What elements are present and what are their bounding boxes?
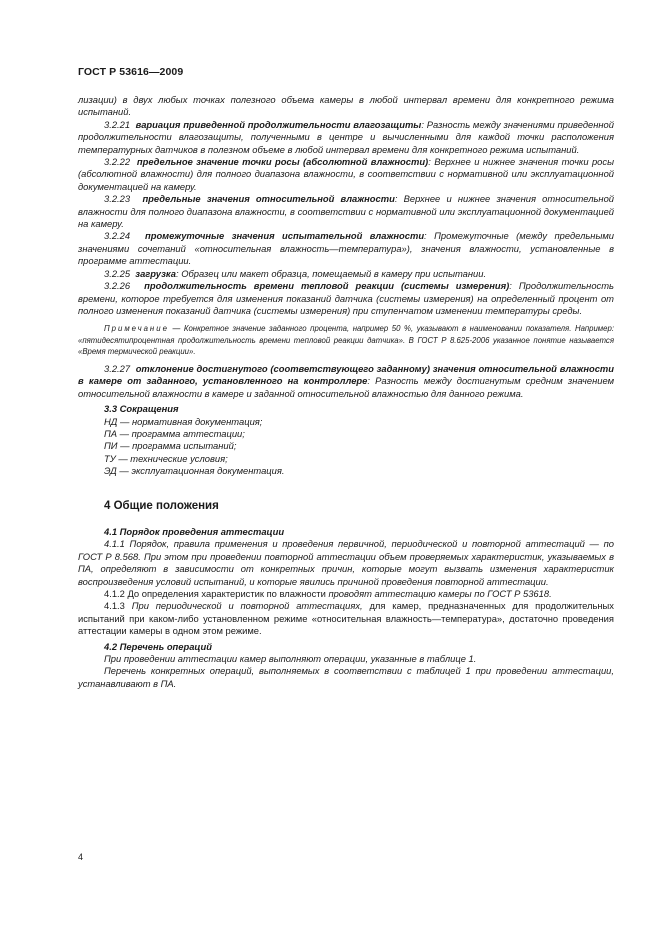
paragraph-4-2-a: При проведении аттестации камер выполняют операции, указанные в таблице 1. — [104, 653, 477, 665]
definition-3-2-21: 3.2.21 вариация приведенной продолжительности влагозащиты: Разность между значениями приведенной продолжительности влагозащиты, полученными в центре и вычисленными для каждой точки расположения температурных датчиков в полезном объеме в любой интервал времени для конкретного режима испытаний. — [78, 118, 614, 155]
document-body — [78, 94, 614, 690]
term: продолжительность времени тепловой реакции (системы измерения) — [144, 280, 510, 292]
abbreviation-item: НД — нормативная документация; — [104, 415, 263, 427]
term: вариация приведенной продолжительности влагозащиты — [135, 118, 422, 130]
document-header: ГОСТ Р 53616—2009 — [78, 66, 184, 78]
subsection-4-2-heading: 4.2 Перечень операций — [104, 640, 212, 652]
abbreviation-item: ЭД — эксплуатационная документация. — [104, 465, 285, 477]
continued-paragraph: лизации) в двух любых точках полезного объема камеры в любой интервал времени для конкретного режима испытаний. — [78, 94, 614, 118]
section-4-title: 4 Общие положения — [104, 499, 219, 512]
abbreviations-heading: 3.3 Сокращения — [104, 403, 179, 415]
term: промежуточные значения испытательной влажности — [144, 230, 425, 242]
term: отклонение достигнутого (соответствующего заданному) значения относительной влажности в камере от заданного, установленного на контроллере — [78, 362, 614, 387]
definition-3-2-22: 3.2.22 предельное значение точки росы (абсолютной влажности): Верхнее и нижнее значения точки росы (абсолютной влажности) для полного диапазона влажности, в соответствии с нормативной или эксплуатационной документацией на камеру. — [78, 156, 614, 192]
paragraph-4-1-3: 4.1.3 При периодической и повторной аттестациях, для камер, предназначенных для продолжительных испытаний при каком-либо установленном режиме «относительная влажность—температура», достаточно проведения аттестации камеры в одном этом режиме. — [78, 600, 614, 637]
subsection-4-1-heading: 4.1 Порядок проведения аттестации — [104, 525, 285, 537]
term: предельные значения относительной влажности — [142, 193, 395, 205]
term: предельное значение точки росы (абсолютной влажности) — [136, 156, 429, 168]
abbreviation-item: ПА — программа аттестации; — [104, 427, 245, 439]
abbreviation-item: ТУ — технические условия; — [104, 452, 228, 464]
paragraph-4-1-2: 4.1.2 До определения характеристик по влажности проводят аттестацию камеры по ГОСТ Р 53618. — [104, 588, 552, 600]
note: Примечание — Конкретное значение заданного процента, например 50 %, указывают в наименовании показателя. Например: «пятидесятипроцентная продолжительность времени тепловой реакции датчика». В ГОСТ Р 8.625-2006 указанное понятие называется «Время термической реакции». — [78, 324, 614, 356]
paragraph-4-2-b: Перечень конкретных операций, выполняемых в соответствии с таблицей 1 при проведении аттестации, устанавливают в ПА. — [78, 665, 614, 689]
abbreviation-item: ПИ — программа испытаний; — [104, 440, 237, 452]
definition-3-2-26: 3.2.26 продолжительность времени тепловой реакции (системы измерения): Продолжительность времени, которое требуется для изменения показаний датчика (системы измерения) на определенный процент от полного изменения показаний датчика (системы измерения) при ступенчатом изменении температуры среды. — [78, 280, 614, 316]
page-number: 4 — [78, 852, 84, 862]
definition-3-2-23: 3.2.23 предельные значения относительной влажности: Верхнее и нижнее значения относительной влажности для полного диапазона влажности, в соответствии с нормативной или эксплуатационной документацией на камеру. — [78, 193, 614, 230]
definition-3-2-25: 3.2.25 загрузка: Образец или макет образца, помещаемый в камеру при испытании. — [104, 267, 487, 279]
definition-3-2-27: 3.2.27 отклонение достигнутого (соответствующего заданному) значения относительной влажности в камере от заданного, установленного на контроллере: Разность между достигнутым средним значением относительной влажности в камере и заданной относительной влажностью для данного режима. — [78, 362, 614, 399]
term: загрузка — [135, 267, 176, 279]
paragraph-4-1-1: 4.1.1 Порядок, правила применения и проведения первичной, периодической и повторной аттестаций — по ГОСТ Р 8.568. При этом при проведении повторной аттестации объем проверяемых характеристик, указываемых в ПА, определяют в зависимости от конкретных причин, которые могут вызвать изменения характеристик воспроизведения условий испытаний, и которые явились причиной проведения повторной аттестации. — [78, 538, 614, 587]
definition-3-2-24: 3.2.24 промежуточные значения испытательной влажности: Промежуточные (между предельными значениями сочетаний «относительная влажность—температура»), значения влажности, установленные в программе аттестации. — [78, 230, 614, 267]
note-label: Примечание — [104, 324, 169, 334]
